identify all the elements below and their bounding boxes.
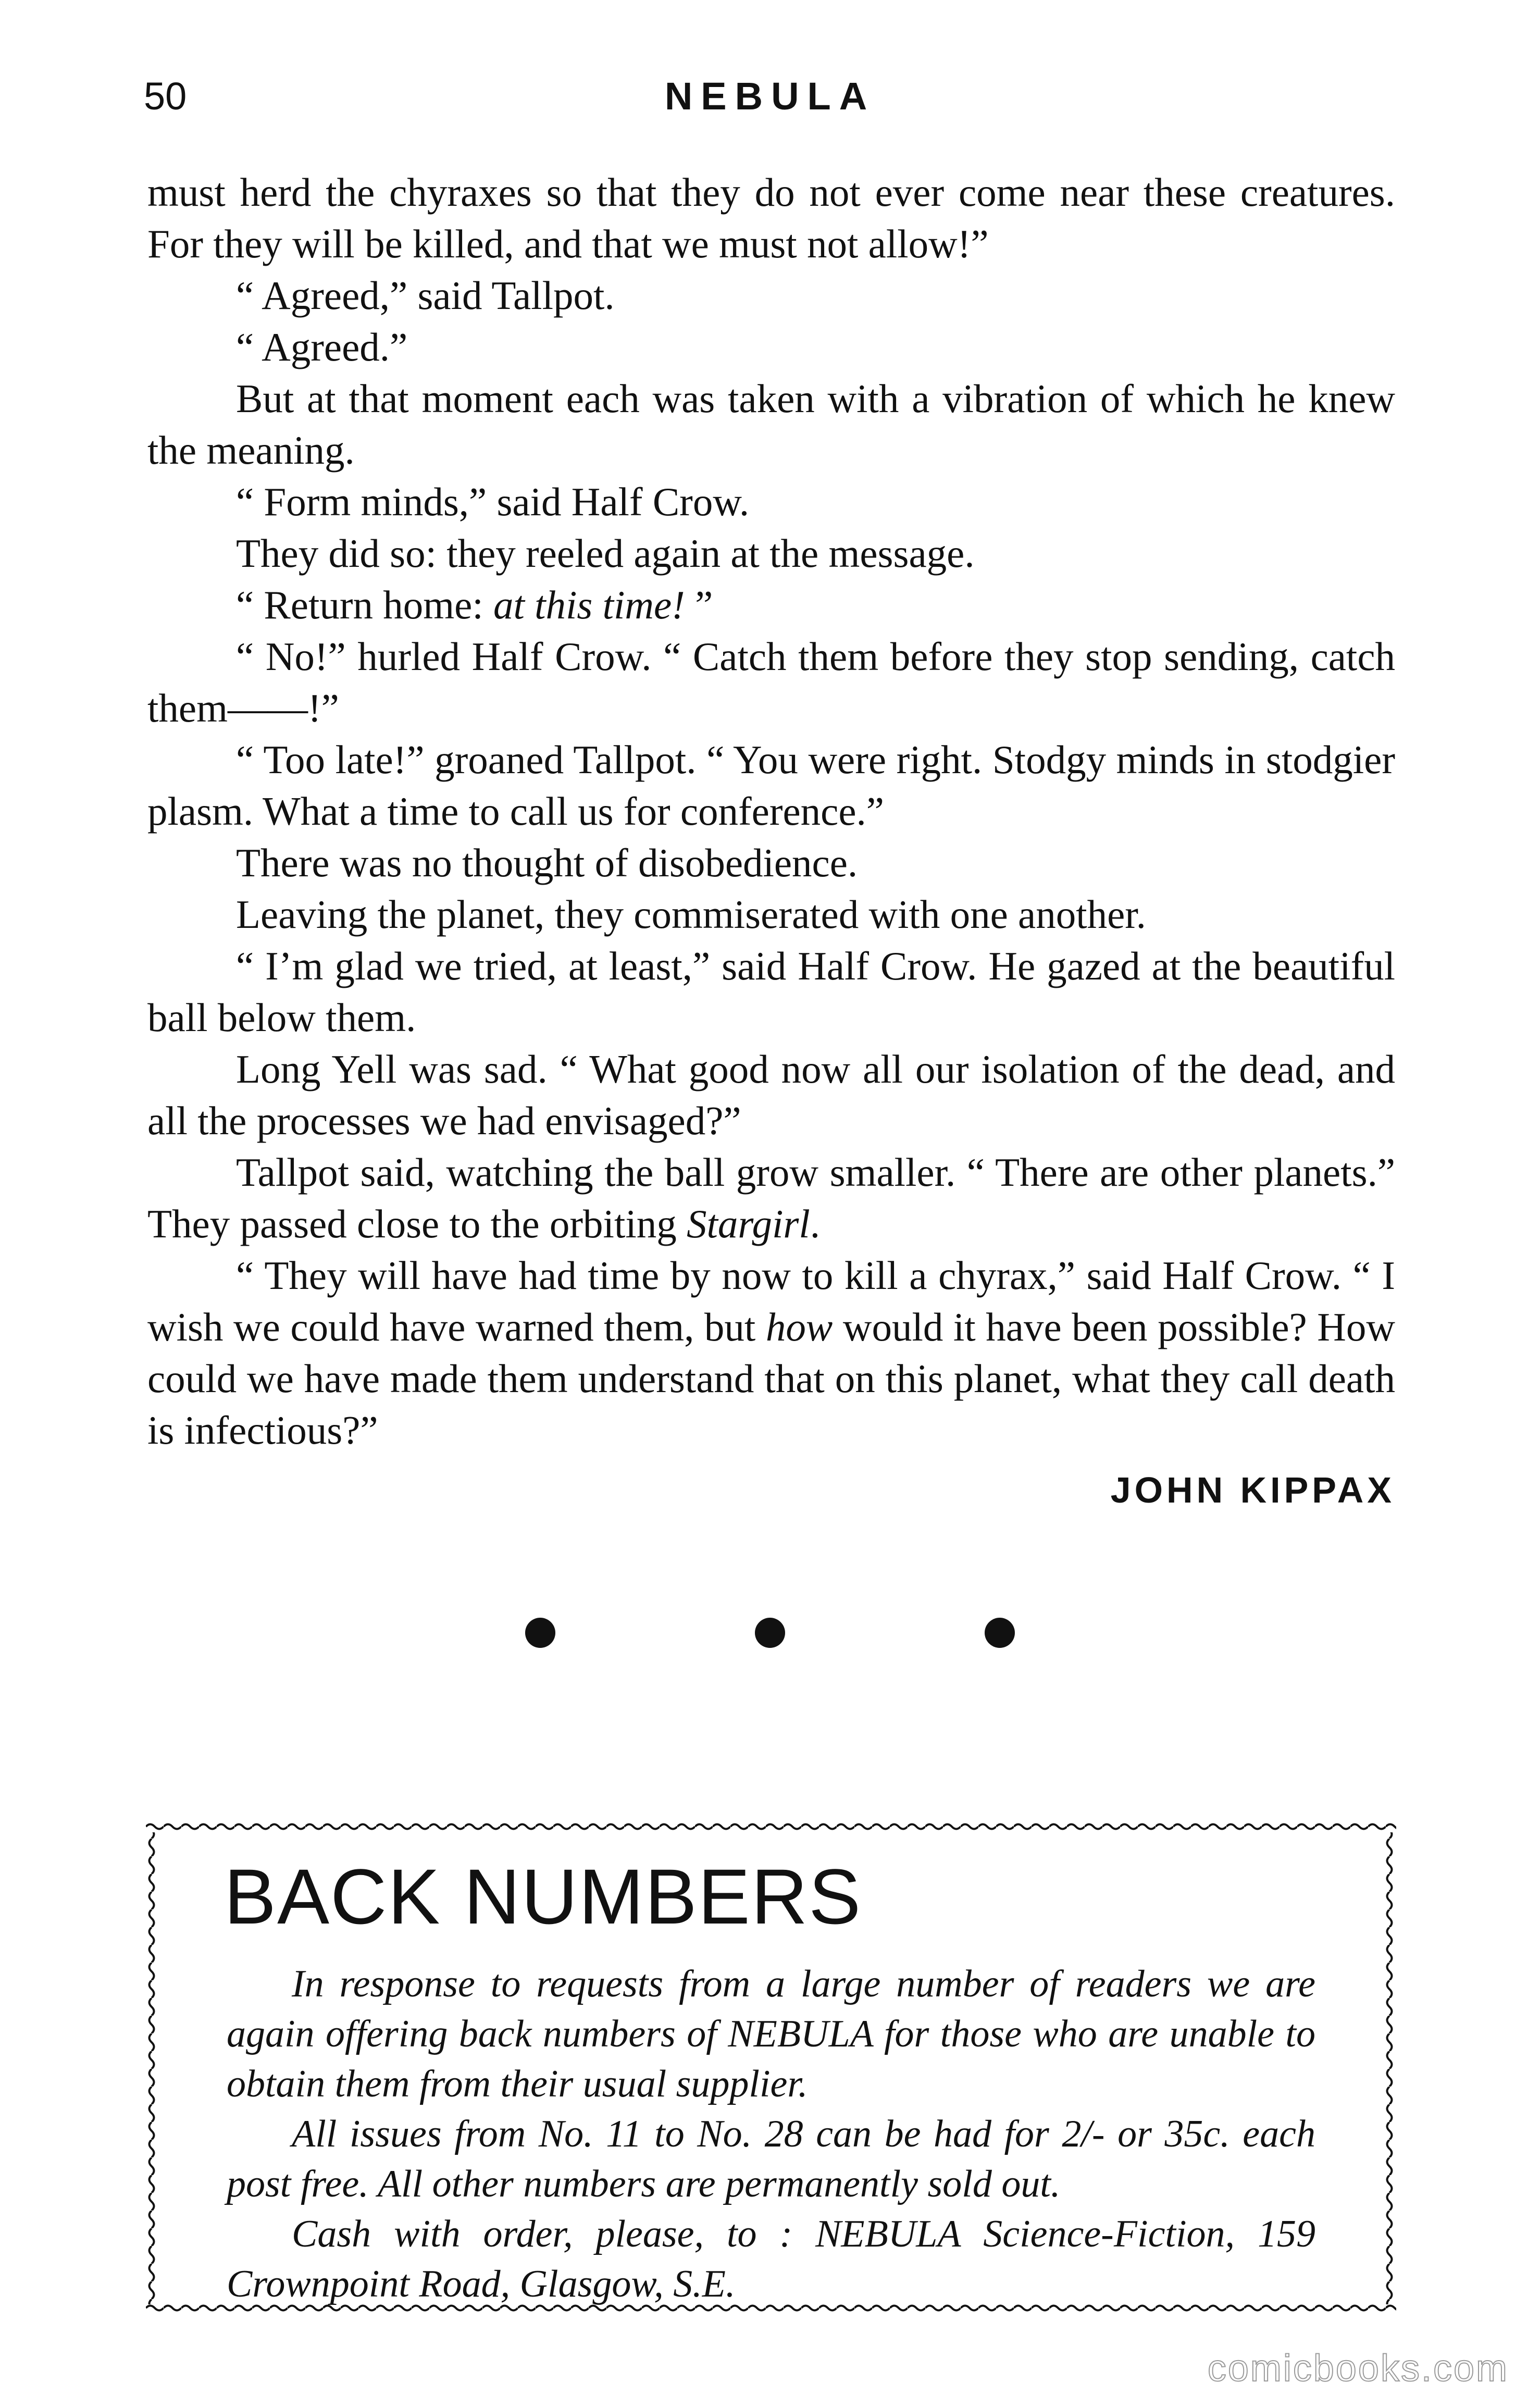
paragraph: They did so: they reeled again at the message. (236, 531, 975, 576)
back-numbers-box (146, 1821, 1396, 2316)
italic-text: how (765, 1305, 833, 1349)
section-divider (0, 1618, 1540, 1654)
box-title: BACK NUMBERS (224, 1853, 862, 1940)
paragraph: Long Yell was sad. “ What good now all our isolation of the dead, and all the processes we had envisaged?” (147, 1047, 1395, 1143)
paragraph: “ Agreed,” said Tallpot. (236, 273, 615, 318)
ad-paragraph: Cash with order, please, to : NEBULA Science-Fiction, 159 Crownpoint Road, Glasgow, S.E. (227, 2213, 1315, 2305)
paragraph-text: would it have been possible? How could we have made them understand that on this planet, what they call death is infectious?” (147, 1305, 1395, 1453)
author-byline: JOHN KIPPAX (1110, 1470, 1395, 1510)
ad-paragraph: All issues from No. 11 to No. 28 can be had for 2/- or 35c. each post free. All other numbers are permanently sold out. (227, 2113, 1315, 2205)
box-text (227, 1959, 1315, 2309)
paragraph-text: “ Return home: (236, 582, 493, 627)
closing-quote: ” (685, 582, 713, 627)
paragraph: Leaving the planet, they commiserated with one another. (236, 892, 1146, 937)
page-header (0, 68, 1540, 125)
paragraph: “ No!” hurled Half Crow. “ Catch them before they stop sending, catch them——!” (147, 634, 1395, 730)
divider-dot (755, 1618, 785, 1648)
period: . (810, 1201, 821, 1246)
paragraph: “ I’m glad we tried, at least,” said Half Crow. He gazed at the beautiful ball below them. (147, 944, 1395, 1040)
paragraph: “ Form minds,” said Half Crow. (236, 479, 750, 524)
divider-dot (525, 1618, 555, 1648)
page-number: 50 (144, 75, 187, 118)
paragraph: But at that moment each was taken with a vibration of which he knew the meaning. (147, 376, 1395, 473)
paragraph (147, 1250, 1395, 1456)
paragraph: must herd the chyraxes so that they do not ever come near these creatures. For they will be killed, and that we must not allow!” (147, 170, 1395, 266)
divider-dot (985, 1618, 1015, 1648)
italic-text: Stargirl (687, 1201, 810, 1246)
paragraph: “ Too late!” groaned Tallpot. “ You were right. Stodgy minds in stodgier plasm. What a time to call us for conference.” (147, 737, 1395, 834)
paragraph-text: Tallpot said, watching the ball grow smaller. “ There are other planets.” They passed close to the orbiting (147, 1150, 1395, 1246)
paragraph (147, 579, 1395, 631)
paragraph (147, 1147, 1395, 1250)
paragraph: There was no thought of disobedience. (236, 840, 858, 885)
story-text (147, 167, 1395, 1456)
running-head: NEBULA (664, 75, 876, 118)
italic-text: at this time! (493, 582, 685, 627)
ad-paragraph: In response to requests from a large number of readers we are again offering back numbers of NEBULA for those who are unable to obtain them from their usual supplier. (227, 1963, 1315, 2105)
watermark: comicbooks.com (1207, 2348, 1509, 2389)
paragraph-text: “ They will have had time by now to kill a chyrax,” said Half Crow. “ I wish we could have warned them, but (147, 1253, 1395, 1349)
paragraph: “ Agreed.” (236, 325, 408, 369)
